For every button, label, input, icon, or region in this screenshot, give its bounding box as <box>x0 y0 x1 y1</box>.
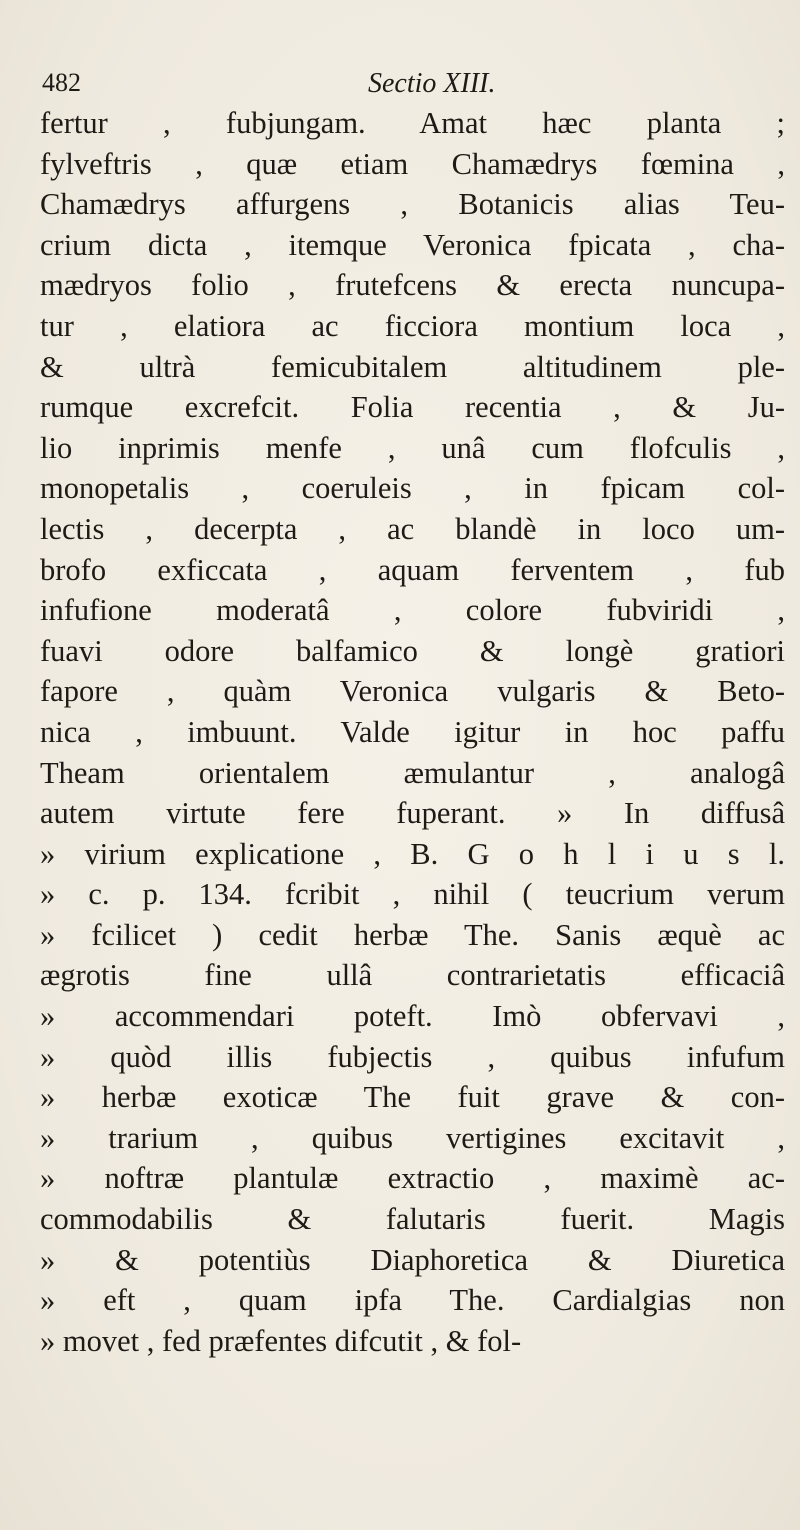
text-line: » virium explicatione , B. G o h l i u s l. <box>40 836 785 871</box>
text-line: brofo exficcata , aquam ferventem , fub <box>40 552 785 587</box>
body-text <box>40 103 785 1361</box>
text-line: fertur , fubjungam. Amat hæc planta ; <box>40 106 785 140</box>
text-line: nica , imbuunt. Valde igitur in hoc paffu <box>40 714 785 749</box>
text-line: » c. p. 134. fcribit , nihil ( teucrium verum <box>40 877 785 912</box>
text-line: tur , elatiora ac ficciora montium loca , <box>40 308 785 343</box>
text-line: » & potentiùs Diaphoretica & Diuretica <box>40 1242 785 1277</box>
text-line: autem virtute fere fuperant. » In diffusâ <box>40 796 785 831</box>
text-line: infufione moderatâ , colore fubviridi , <box>40 593 785 628</box>
text-line: » herbæ exoticæ The fuit grave & con- <box>40 1080 785 1115</box>
text-line: & ultrà femicubitalem altitudinem ple- <box>40 349 785 384</box>
text-line: » accommendari poteft. Imò obfervavi , <box>40 999 785 1034</box>
text-line: ægrotis fine ullâ contrarietatis efficaciâ <box>40 958 785 993</box>
text-line: commodabilis & falutaris fuerit. Magis <box>40 1202 785 1237</box>
text-line: lio inprimis menfe , unâ cum flofculis , <box>40 430 785 465</box>
text-line: lectis , decerpta , ac blandè in loco um- <box>40 511 785 546</box>
text-line: » noftræ plantulæ extractio , maximè ac- <box>40 1161 785 1196</box>
text-line: mædryos folio , frutefcens & erecta nuncupa- <box>40 268 785 303</box>
text-line: fuavi odore balfamico & longè gratiori <box>40 633 785 668</box>
text-line: Chamædrys affurgens , Botanicis alias Teu- <box>40 187 785 222</box>
text-line: Theam orientalem æmulantur , analogâ <box>40 755 785 790</box>
text-line: » fcilicet ) cedit herbæ The. Sanis æquè ac <box>40 917 785 952</box>
text-line: » trarium , quibus vertigines excitavit , <box>40 1120 785 1155</box>
page-number: 482 <box>42 68 81 97</box>
text-line: fapore , quàm Veronica vulgaris & Beto- <box>40 674 785 709</box>
page-header <box>42 68 782 108</box>
text-line: fylveftris , quæ etiam Chamædrys fœmina , <box>40 146 785 181</box>
text-line: » movet , fed præfentes difcutit , & fol- <box>40 1323 522 1358</box>
text-line: monopetalis , coeruleis , in fpicam col- <box>40 471 785 506</box>
text-line: » quòd illis fubjectis , quibus infufum <box>40 1039 785 1074</box>
text-line: » eft , quam ipfa The. Cardialgias non <box>40 1283 785 1318</box>
running-head: Sectio XIII. <box>368 68 496 99</box>
text-line: crium dicta , itemque Veronica fpicata , cha- <box>40 227 785 262</box>
text-line: rumque excrefcit. Folia recentia , & Ju- <box>40 390 785 425</box>
